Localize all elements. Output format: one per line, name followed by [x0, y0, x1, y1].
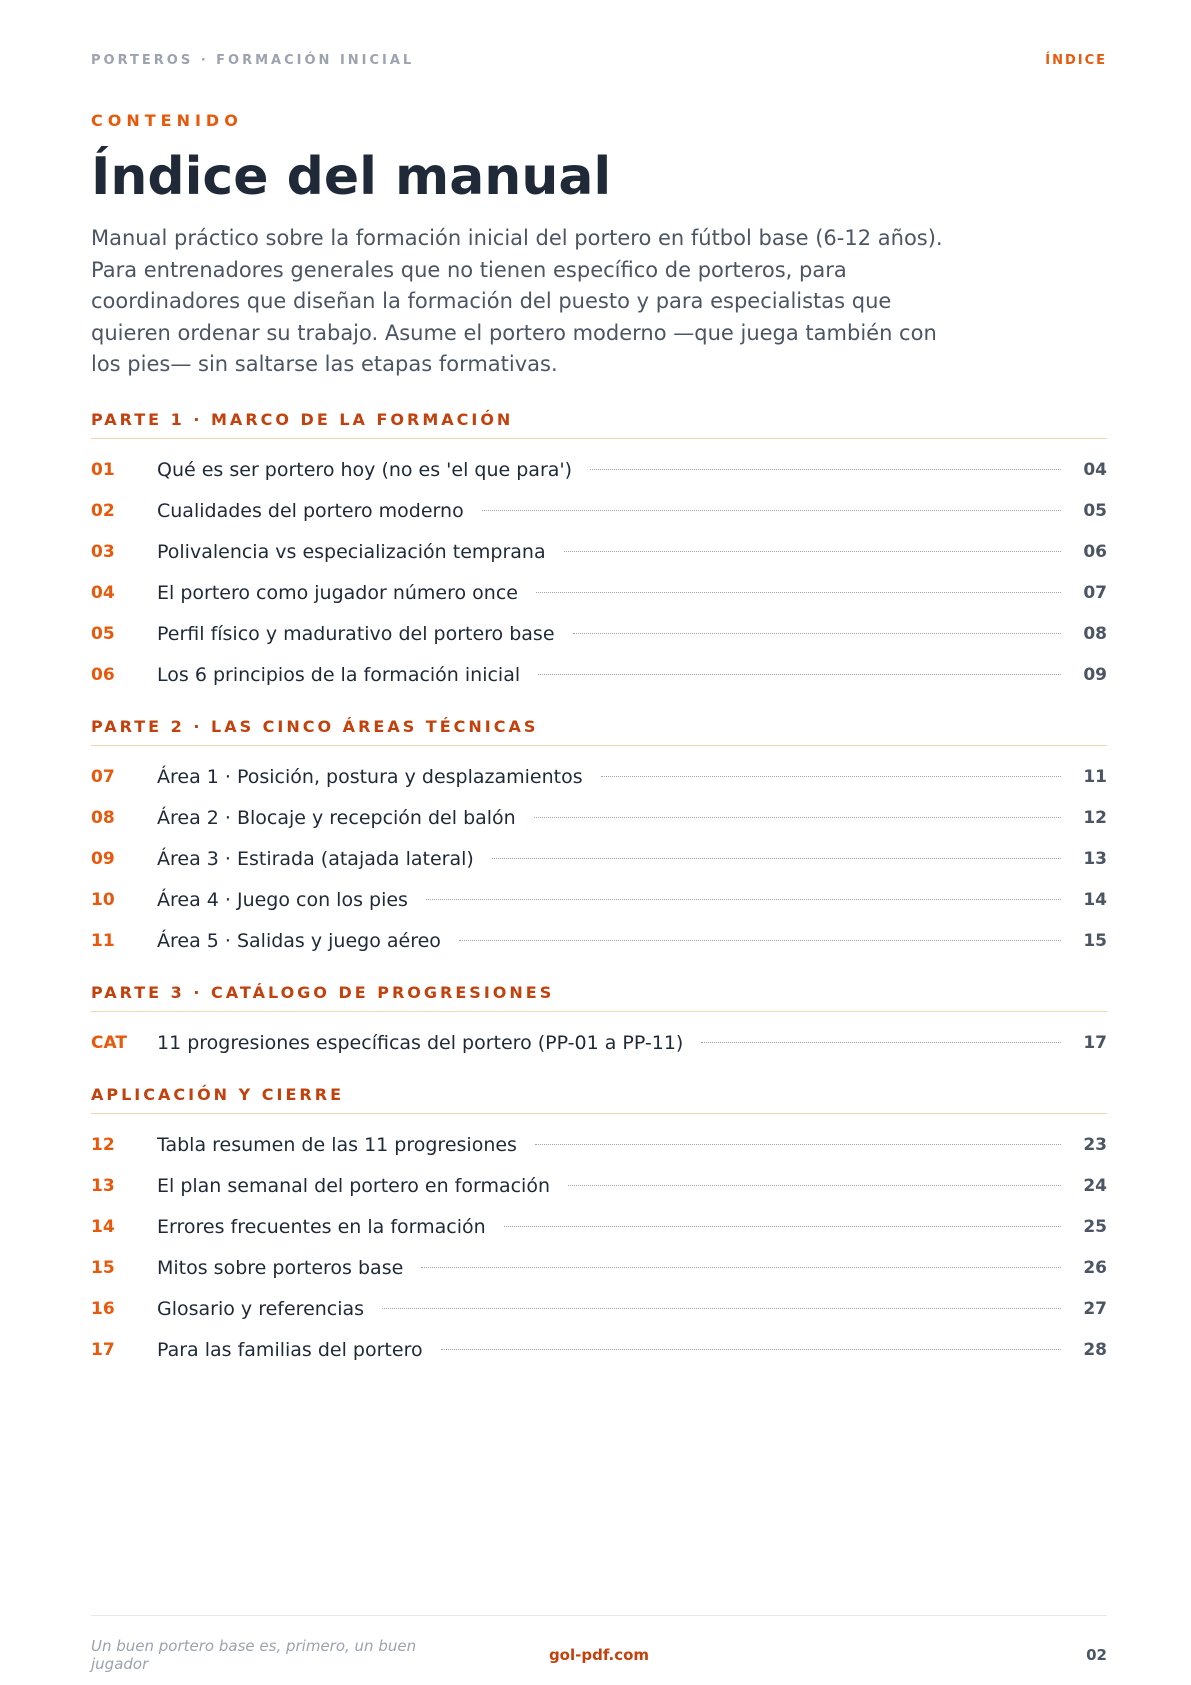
toc-entry-number: 15	[91, 1257, 115, 1278]
toc-entry[interactable]	[91, 449, 1107, 490]
toc-entry-number: 12	[91, 1134, 115, 1155]
toc-entry-title: Mitos sobre porteros base	[157, 1256, 404, 1279]
toc-entry-title: Área 4 · Juego con los pies	[157, 888, 408, 911]
footer-page-number: 02	[1086, 1646, 1107, 1664]
manual-page	[91, 0, 1107, 1685]
toc-entry-page: 13	[1083, 848, 1107, 869]
toc-entry[interactable]	[91, 613, 1107, 654]
toc-entry-number: 13	[91, 1175, 115, 1196]
eyebrow-label: CONTENIDO	[91, 111, 243, 130]
toc-entry[interactable]	[91, 920, 1107, 961]
toc-entry-page: 28	[1083, 1339, 1107, 1360]
toc-section	[91, 983, 1107, 1063]
running-header	[91, 53, 1107, 68]
toc-section-heading: PARTE 3 · CATÁLOGO DE PROGRESIONES	[91, 983, 1107, 1012]
toc-entry-number: 06	[91, 664, 115, 685]
toc-dot-leader	[568, 1185, 1061, 1186]
toc-entry-page: 17	[1083, 1032, 1107, 1053]
toc-entry[interactable]	[91, 797, 1107, 838]
toc-entry-page: 09	[1083, 664, 1107, 685]
toc-entry-page: 25	[1083, 1216, 1107, 1237]
running-header-section: ÍNDICE	[1045, 53, 1107, 68]
footer-quote: Un buen portero base es, primero, un buen jugador	[91, 1637, 417, 1673]
toc-dot-leader	[538, 674, 1061, 675]
toc-dot-leader	[573, 633, 1061, 634]
toc-section-heading: PARTE 1 · MARCO DE LA FORMACIÓN	[91, 410, 1107, 439]
toc-entry[interactable]	[91, 1288, 1107, 1329]
intro-paragraph: Manual práctico sobre la formación inicial del portero en fútbol base (6-12 años). Para entrenadores generales que no tienen específico de porteros, para coordinadores que diseñan la formación del puesto y para especialistas que quieren ordenar su trabajo. Asume el portero moderno —que juega también con los pies— sin saltarse las etapas formativas.	[91, 226, 943, 376]
toc-entry-title: El plan semanal del portero en formación	[157, 1174, 550, 1197]
toc-entry[interactable]	[91, 531, 1107, 572]
toc-dot-leader	[564, 551, 1061, 552]
toc-entry[interactable]	[91, 879, 1107, 920]
toc-entry-title: Área 3 · Estirada (atajada lateral)	[157, 847, 474, 870]
toc-entry-title: 11 progresiones específicas del portero (PP-01 a PP-11)	[157, 1031, 684, 1054]
toc-entry-page: 07	[1083, 582, 1107, 603]
toc-section	[91, 717, 1107, 961]
toc-entry-title: Perfil físico y madurativo del portero base	[157, 622, 555, 645]
toc-entry-page: 04	[1083, 459, 1107, 480]
toc-dot-leader	[534, 817, 1061, 818]
toc-entry-page: 08	[1083, 623, 1107, 644]
toc-entry-number: 09	[91, 848, 115, 869]
toc-entry-title: Glosario y referencias	[157, 1297, 365, 1320]
toc-dot-leader	[459, 940, 1061, 941]
toc-entry-page: 12	[1083, 807, 1107, 828]
toc-entry-page: 14	[1083, 889, 1107, 910]
toc-entry-number: 01	[91, 459, 115, 480]
toc-entry-page: 27	[1083, 1298, 1107, 1319]
toc-entry-number: 08	[91, 807, 115, 828]
toc-entry[interactable]	[91, 572, 1107, 613]
toc-entry-title: Qué es ser portero hoy (no es 'el que para')	[157, 458, 573, 481]
toc-dot-leader	[482, 510, 1061, 511]
toc-dot-leader	[421, 1267, 1061, 1268]
toc-entry[interactable]	[91, 1247, 1107, 1288]
toc-entry-number: 17	[91, 1339, 115, 1360]
toc-dot-leader	[601, 776, 1061, 777]
toc-entry-page: 11	[1083, 766, 1107, 787]
toc-entry-number: 03	[91, 541, 115, 562]
toc-entry-number: 11	[91, 930, 115, 951]
toc-entry-page: 26	[1083, 1257, 1107, 1278]
toc-entry-title: Área 1 · Posición, postura y desplazamientos	[157, 765, 583, 788]
toc-entry[interactable]	[91, 838, 1107, 879]
toc-entry-number: 05	[91, 623, 115, 644]
toc-entry[interactable]	[91, 1124, 1107, 1165]
toc-entry-page: 23	[1083, 1134, 1107, 1155]
toc-dot-leader	[701, 1042, 1061, 1043]
toc-entry-title: Cualidades del portero moderno	[157, 499, 464, 522]
toc-dot-leader	[536, 592, 1061, 593]
toc-entry-page: 06	[1083, 541, 1107, 562]
toc-entry-page: 05	[1083, 500, 1107, 521]
toc-section-heading: APLICACIÓN Y CIERRE	[91, 1085, 1107, 1114]
toc-entry-title: Errores frecuentes en la formación	[157, 1215, 486, 1238]
toc-entry-page: 24	[1083, 1175, 1107, 1196]
toc-entry[interactable]	[91, 654, 1107, 695]
toc-entry[interactable]	[91, 756, 1107, 797]
toc-entry-number: CAT	[91, 1032, 127, 1053]
footer-site-link[interactable]: gol-pdf.com	[548, 1646, 650, 1664]
toc-dot-leader	[382, 1308, 1061, 1309]
page-footer	[91, 1615, 1107, 1673]
running-header-title: PORTEROS · FORMACIÓN INICIAL	[91, 53, 415, 68]
toc-dot-leader	[492, 858, 1061, 859]
page-title: Índice del manual	[91, 147, 612, 207]
toc-entry-number: 10	[91, 889, 115, 910]
toc-dot-leader	[441, 1349, 1061, 1350]
toc-dot-leader	[535, 1144, 1061, 1145]
toc-entry-title: Para las familias del portero	[157, 1338, 423, 1361]
toc-section	[91, 410, 1107, 695]
toc-entry[interactable]	[91, 1165, 1107, 1206]
toc-section-heading: PARTE 2 · LAS CINCO ÁREAS TÉCNICAS	[91, 717, 1107, 746]
toc-entry-number: 02	[91, 500, 115, 521]
toc-entry[interactable]	[91, 1329, 1107, 1370]
toc-dot-leader	[504, 1226, 1061, 1227]
toc-entry-number: 16	[91, 1298, 115, 1319]
toc-entry-number: 14	[91, 1216, 115, 1237]
toc-entry-title: Los 6 principios de la formación inicial	[157, 663, 521, 686]
toc-entry-number: 04	[91, 582, 115, 603]
toc-entry-title: Área 2 · Blocaje y recepción del balón	[157, 806, 516, 829]
toc-dot-leader	[590, 469, 1061, 470]
toc-entry-number: 07	[91, 766, 115, 787]
toc-entry[interactable]	[91, 1022, 1107, 1063]
toc-entry-title: Polivalencia vs especialización temprana	[157, 540, 546, 563]
toc-section	[91, 1085, 1107, 1370]
toc-entry-title: Tabla resumen de las 11 progresiones	[157, 1133, 517, 1156]
toc-entry-page: 15	[1083, 930, 1107, 951]
table-of-contents	[91, 410, 1107, 1392]
toc-dot-leader	[426, 899, 1061, 900]
toc-entry-title: El portero como jugador número once	[157, 581, 518, 604]
toc-entry[interactable]	[91, 1206, 1107, 1247]
toc-entry-title: Área 5 · Salidas y juego aéreo	[157, 929, 441, 952]
toc-entry[interactable]	[91, 490, 1107, 531]
